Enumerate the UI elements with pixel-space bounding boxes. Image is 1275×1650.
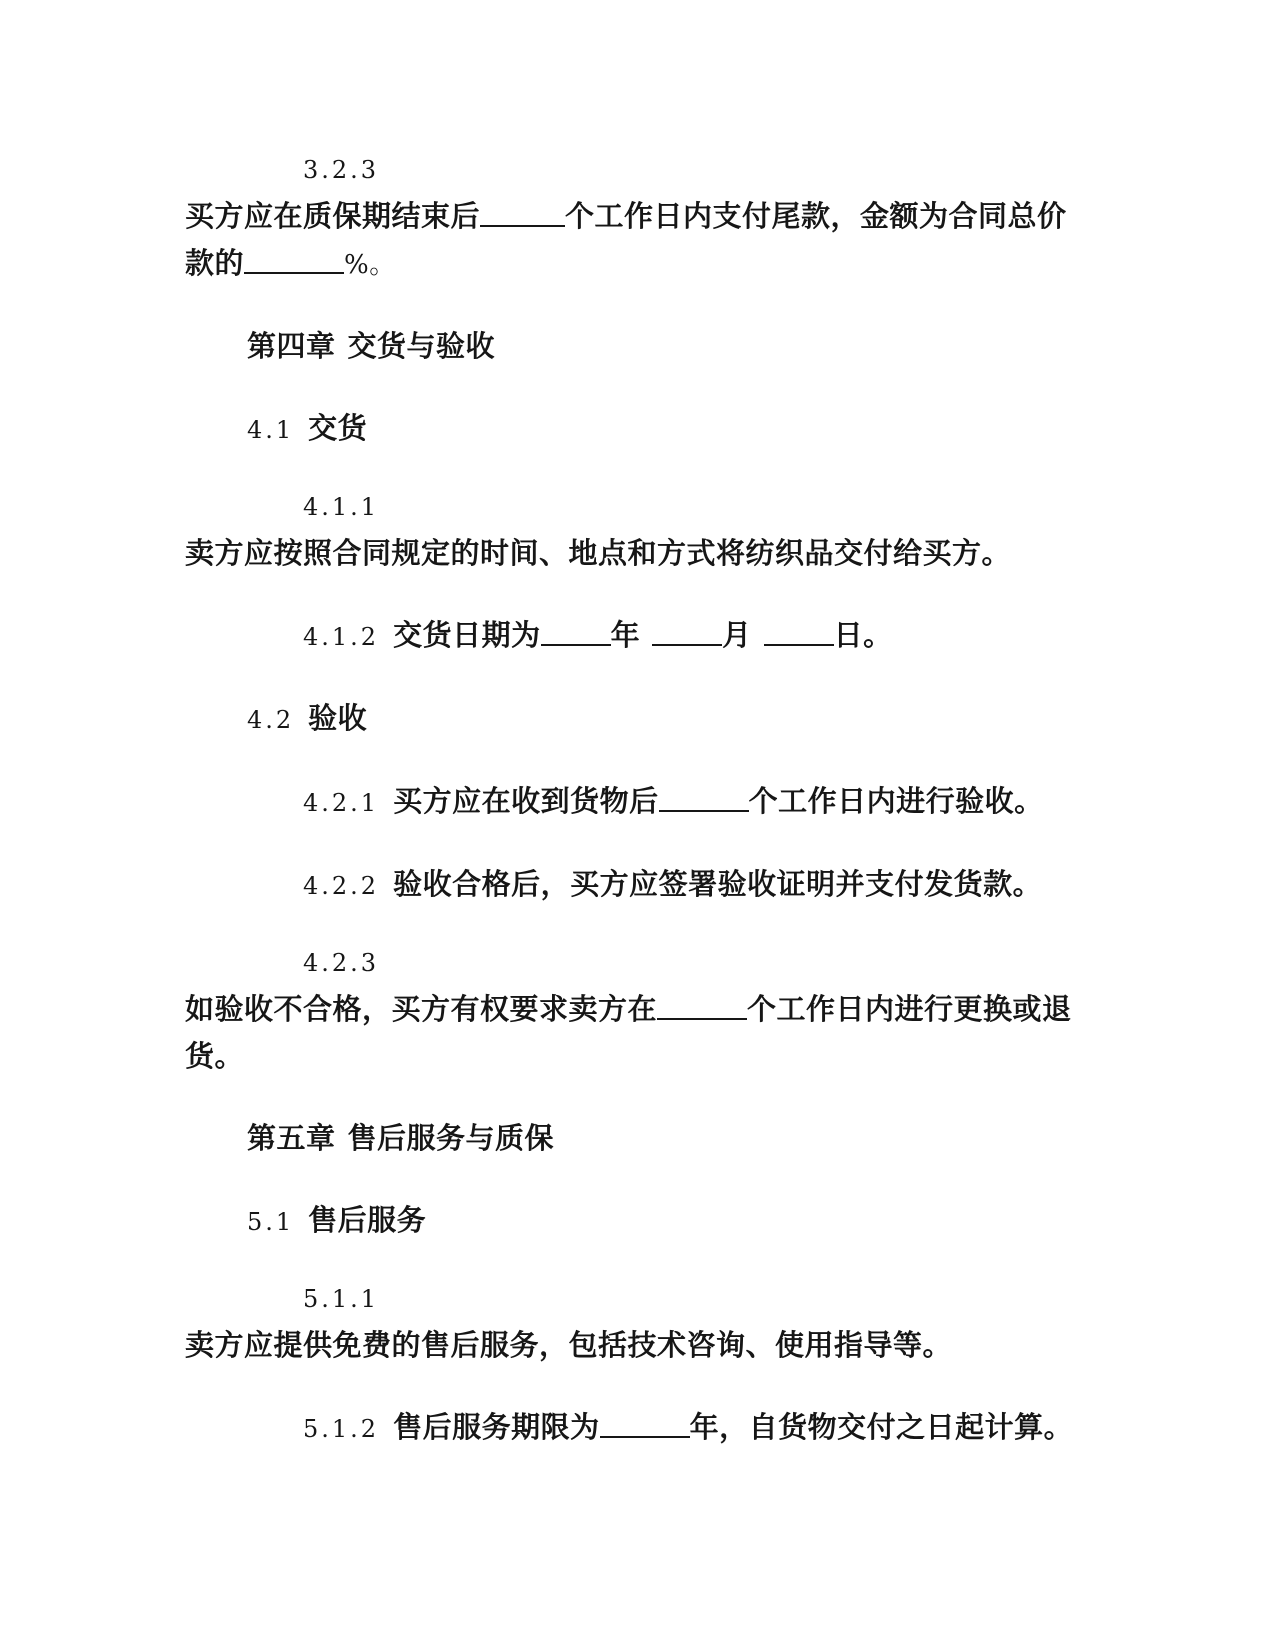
clause-4-2-3-text-line-2 — [185, 1034, 1085, 1081]
blank-field — [480, 223, 565, 227]
blank-field — [244, 270, 344, 274]
section-title: 验收 — [308, 703, 368, 735]
clause-4-1-1-text-line — [185, 531, 1085, 578]
clause-text: 如验收不合格，买方有权要求卖方在 — [185, 994, 658, 1026]
clause-4-1-1 — [185, 483, 1085, 578]
clause-5-1-2 — [185, 1405, 1085, 1453]
clause-number: 4.1.1 — [303, 493, 380, 521]
section-5-1-heading-line — [247, 1198, 1085, 1246]
blank-field — [541, 642, 611, 646]
clause-4-2-2-line — [303, 862, 1085, 910]
clause-number: 4.1.2 — [303, 623, 380, 651]
month-label: 月 — [722, 620, 752, 652]
clause-number: 5.1.2 — [303, 1415, 380, 1443]
blank-field — [600, 1434, 690, 1438]
chapter-title: 售后服务与质保 — [347, 1123, 555, 1155]
clause-text: 卖方应按照合同规定的时间、地点和方式将纺织品交付给买方。 — [185, 538, 1012, 570]
clause-4-2-3-number-line — [303, 939, 1085, 987]
clause-4-2-1-line — [303, 779, 1085, 827]
clause-number: 4.2.3 — [303, 949, 380, 977]
chapter-5-heading-line — [247, 1116, 1085, 1163]
clause-4-2-3-text-line-1 — [185, 987, 1085, 1034]
clause-text: 个工作日内进行验收。 — [748, 786, 1044, 818]
clause-5-1-1-text-line — [185, 1323, 1085, 1370]
clause-text: 买方应在收到货物后 — [393, 786, 659, 818]
clause-3-2-3 — [185, 146, 1085, 289]
section-title: 交货 — [308, 413, 368, 445]
clause-text: 验收合格后，买方应签署验收证明并支付发货款。 — [393, 869, 1043, 901]
percent-sign: %。 — [344, 250, 396, 280]
blank-field — [657, 1016, 747, 1020]
clause-text: 交货日期为 — [393, 620, 541, 652]
section-4-2-heading-line — [247, 696, 1085, 744]
clause-number: 3.2.3 — [303, 156, 380, 184]
clause-text: 售后服务期限为 — [393, 1412, 600, 1444]
section-number: 4.2 — [247, 706, 295, 734]
clause-text: 买方应在质保期结束后 — [185, 201, 481, 233]
section-5-1-heading — [185, 1198, 1085, 1246]
clause-5-1-1 — [185, 1275, 1085, 1370]
clause-text: 个工作日内进行更换或退 — [747, 994, 1072, 1026]
clause-5-1-2-line — [303, 1405, 1085, 1453]
clause-number: 4.2.2 — [303, 872, 380, 900]
chapter-number: 第五章 — [247, 1123, 336, 1155]
section-number: 5.1 — [247, 1208, 295, 1236]
year-label: 年 — [610, 620, 641, 652]
clause-3-2-3-text-line-1 — [185, 194, 1085, 241]
clause-4-2-1 — [185, 779, 1085, 827]
clause-text: 年，自货物交付之日起计算。 — [689, 1412, 1074, 1444]
clause-4-2-3 — [185, 939, 1085, 1081]
clause-4-2-2 — [185, 862, 1085, 910]
clause-4-1-1-number-line — [303, 483, 1085, 531]
section-4-1-heading — [185, 406, 1085, 454]
clause-5-1-1-number-line — [303, 1275, 1085, 1323]
blank-field — [659, 808, 749, 812]
section-4-1-heading-line — [247, 406, 1085, 454]
section-title: 售后服务 — [308, 1205, 427, 1237]
clause-number: 5.1.1 — [303, 1285, 380, 1313]
blank-field — [652, 642, 722, 646]
chapter-title: 交货与验收 — [347, 331, 496, 363]
clause-number: 4.2.1 — [303, 789, 380, 817]
clause-text: 卖方应提供免费的售后服务，包括技术咨询、使用指导等。 — [185, 1330, 953, 1362]
chapter-number: 第四章 — [247, 331, 336, 363]
chapter-4-heading-line — [247, 324, 1085, 371]
chapter-4-heading — [185, 324, 1085, 371]
blank-field — [764, 642, 834, 646]
section-number: 4.1 — [247, 416, 295, 444]
clause-text: 个工作日内支付尾款，金额为合同总价 — [565, 201, 1067, 233]
clause-3-2-3-text-line-2 — [185, 241, 1085, 289]
clause-text: 款的 — [185, 248, 245, 280]
section-4-2-heading — [185, 696, 1085, 744]
chapter-5-heading — [185, 1116, 1085, 1163]
clause-text: 货。 — [185, 1041, 245, 1073]
clause-3-2-3-number-line — [303, 146, 1085, 194]
clause-4-1-2-line — [303, 613, 1085, 661]
clause-4-1-2 — [185, 613, 1085, 661]
day-label: 日。 — [833, 620, 893, 652]
